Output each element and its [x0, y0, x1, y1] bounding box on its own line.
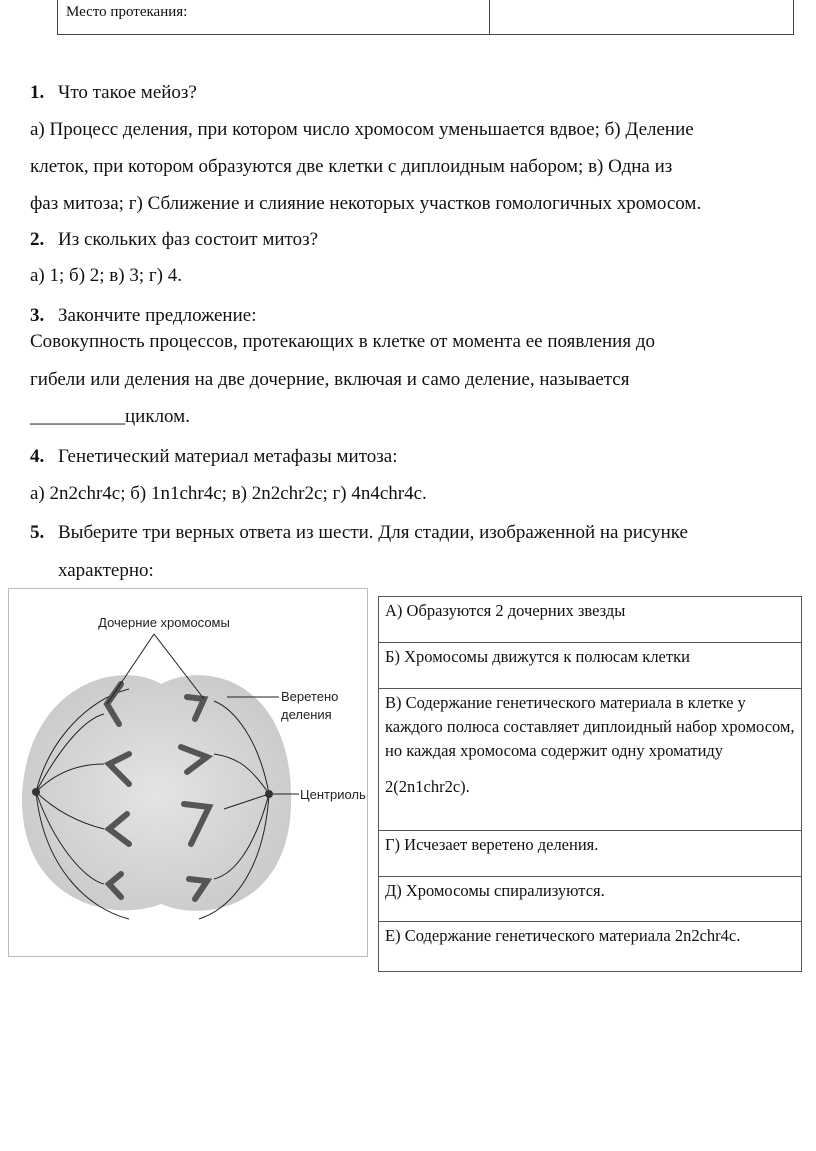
centriole-left [32, 788, 40, 796]
answer-options-table [378, 596, 802, 972]
question-5: 5. Выберите три верных ответа из шести. Для стадии, изображенной на рисунке [30, 522, 688, 543]
q1-line: клеток, при котором образуются две клетки с диплоидным набором; в) Одна из [30, 156, 673, 177]
q3-line: __________циклом. [30, 406, 190, 427]
option-v-formula: 2(2n1chr2c). [385, 777, 470, 796]
anaphase-figure [8, 588, 368, 957]
question-3: 3. Закончите предложение: [30, 305, 257, 326]
q5-text-cont: характерно: [58, 560, 154, 581]
q2-answers: а) 1; б) 2; в) 3; г) 4. [30, 265, 183, 286]
centriole-right [265, 790, 273, 798]
q1-line: а) Процесс деления, при котором число хромосом уменьшается вдвое; б) Деление [30, 119, 694, 140]
option-v: В) Содержание генетического материала в клетке у каждого полюса составляет диплоидный набор хромосом, но каждая хромосома содержит одну хроматиду 2(2n1chr2c). [379, 689, 802, 831]
label-centriole: Центриоль [300, 787, 366, 802]
location-table [57, 0, 794, 35]
location-label: Место протекания: [58, 0, 490, 34]
q3-line: гибели или деления на две дочерние, включая и само деление, называется [30, 369, 630, 390]
cell-body [22, 675, 291, 911]
question-4: 4. Генетический материал метафазы митоза: [30, 446, 398, 467]
option-e: Е) Содержание генетического материала 2n2chr4c. [379, 922, 802, 972]
label-daughter-chromosomes: Дочерние хромосомы [98, 615, 230, 630]
q3-line: Совокупность процессов, протекающих в клетке от момента ее появления до [30, 331, 655, 352]
option-a: А) Образуются 2 дочерних звезды [379, 597, 802, 643]
question-1: 1. Что такое мейоз? [30, 82, 197, 103]
option-d: Д) Хромосомы спирализуются. [379, 877, 802, 922]
label-spindle: деления [281, 707, 332, 722]
q4-answers: а) 2n2chr4c; б) 1n1chr4c; в) 2n2chr2c; г) 4n4chr4c. [30, 483, 427, 504]
option-g: Г) Исчезает веретено деления. [379, 831, 802, 877]
question-2: 2. Из скольких фаз состоит митоз? [30, 229, 319, 250]
q1-line: фаз митоза; г) Сближение и слияние некоторых участков гомологичных хромосом. [30, 193, 702, 214]
label-spindle: Веретено [281, 689, 339, 704]
option-b: Б) Хромосомы движутся к полюсам клетки [379, 643, 802, 689]
